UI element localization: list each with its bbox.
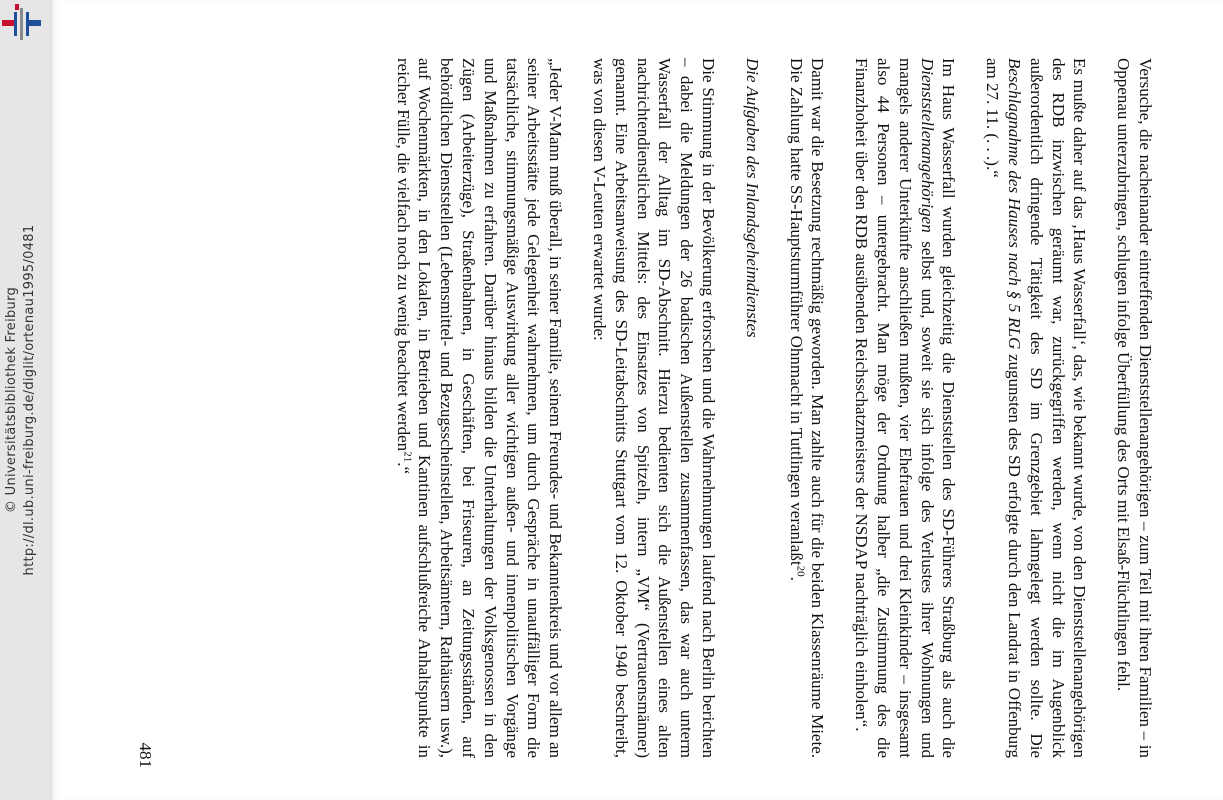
source-credit: [0, 0, 50, 800]
source-url-link[interactable]: http://dl.ub.uni-freiburg.de/diglit/ortenau1995/0481: [22, 224, 37, 576]
page-number: 481: [136, 742, 155, 768]
quote-paragraph: „Jeder V-Mann muß überall, in seiner Familie, seinem Freundes- und Bekanntenkreis und vor allem an seiner Arbeitsstätte jede Gelegenheit wahrnehmen, um durch Gespräche in unauffälliger Form die tatsächliche, stimmungsmäßige Auswirkung aller wichtigen außen- und innenpolitischen Vorgänge und Maßnahmen zu erfahren. Darüber hinaus bilden die Unterhaltungen der Volksgenossen in den Zügen (Arbeiterzüge), Straßenbahnen, in Geschäften, bei Friseuren, an Zeitungsständen, auf behördlichen Dienststellen (Lebensmittel- und Bezugsscheinstellen, Arbeitsämtern, Rathäusern usw.), auf Wochenmärkten, in den Lokalen, in Betrieben und Kantinen aufschlußreiche Anhaltspunkte in reicher Fülle, die vielfach noch zu wenig beachtet werden$^{21}$.“: [393, 58, 566, 758]
scanned-page-viewport[interactable]: [50, 0, 1223, 800]
paragraph-1: Versuche, die nacheinander eintreffenden Dienststellenangehörigen – zum Teil mit ihren Familien – in Oppenau unterzubringen, schlugen infolge Überfüllung des Orts mit Elsaß-Flüchtlingen fehl.: [1114, 58, 1155, 758]
paragraph-3: Im Haus Wasserfall wurden gleichzeitig die Dienststellen des SD-Führers Straßburg als auch die Dienststellenangehörigen selbst und, soweit sie sich infolge des Verlustes ihrer Wohnungen und mangels anderer Unterkünfte anschließen mußten, vier Ehefrauen und drei Kleinkinder – insgesamt also 44 Personen – untergebracht. Man möge der Ordnung halber „die Zustimmung des die Finanzhoheit über den RDB ausübenden Reichsschatzmeisters der NSDAP nachträglich einholen“.: [852, 58, 959, 758]
book-page: [106, 58, 1156, 768]
copyright-text: © Universitätsbibliothek Freiburg: [4, 286, 19, 514]
viewer-sidebar: [0, 0, 50, 800]
paragraph-4: Damit war die Besetzung rechtmäßig geworden. Man zahlte auch für die beiden Klassenräume Miete. Die Zahlung hatte SS-Hauptsturmführer Ohnmacht in Tuttlingen veranlaßt$^{20}$.: [786, 58, 828, 758]
paragraph-5: Die Stimmung in der Bevölkerung erforschen und die Wahrnehmungen laufend nach Berlin berichten – dabei die Meldungen der 26 badischen Außenstellen zusammenfassen, das war auch unterm Wasserfall der Alltag im SD-Abschnitt. Hierzu bedienten sich die Außenstellen eines alten nachrichtendienstlichen Mittels: des Einsatzes von Spitzeln, intern „VM“ (Vertrauensmänner) genannt. Eine Arbeitsanweisung des SD-Leitabschnitts Stuttgart vom 12. Oktober 1940 beschreibt, was von diesen V-Leuten erwartet wurde:: [590, 58, 719, 758]
paragraph-2: Es mußte daher auf das ‚Haus Wasserfall‘, das, wie bekannt wurde, von den Dienststellenangehörigen des RDB inzwischen geräumt war, zurückgegriffen werden, wenn nicht die im Augenblick außerordentlich dringende Tätigkeit des SD im Grenzgebiet lahmgelegt werden sollte. Die Beschlagnahme des Hauses nach § 5 RLG zugunsten des SD erfolgte durch den Landrat in Offenburg am 27. 11. (. . .).“: [983, 58, 1090, 758]
section-heading: Die Aufgaben des Inlandsgeheimdienstes: [742, 58, 762, 338]
